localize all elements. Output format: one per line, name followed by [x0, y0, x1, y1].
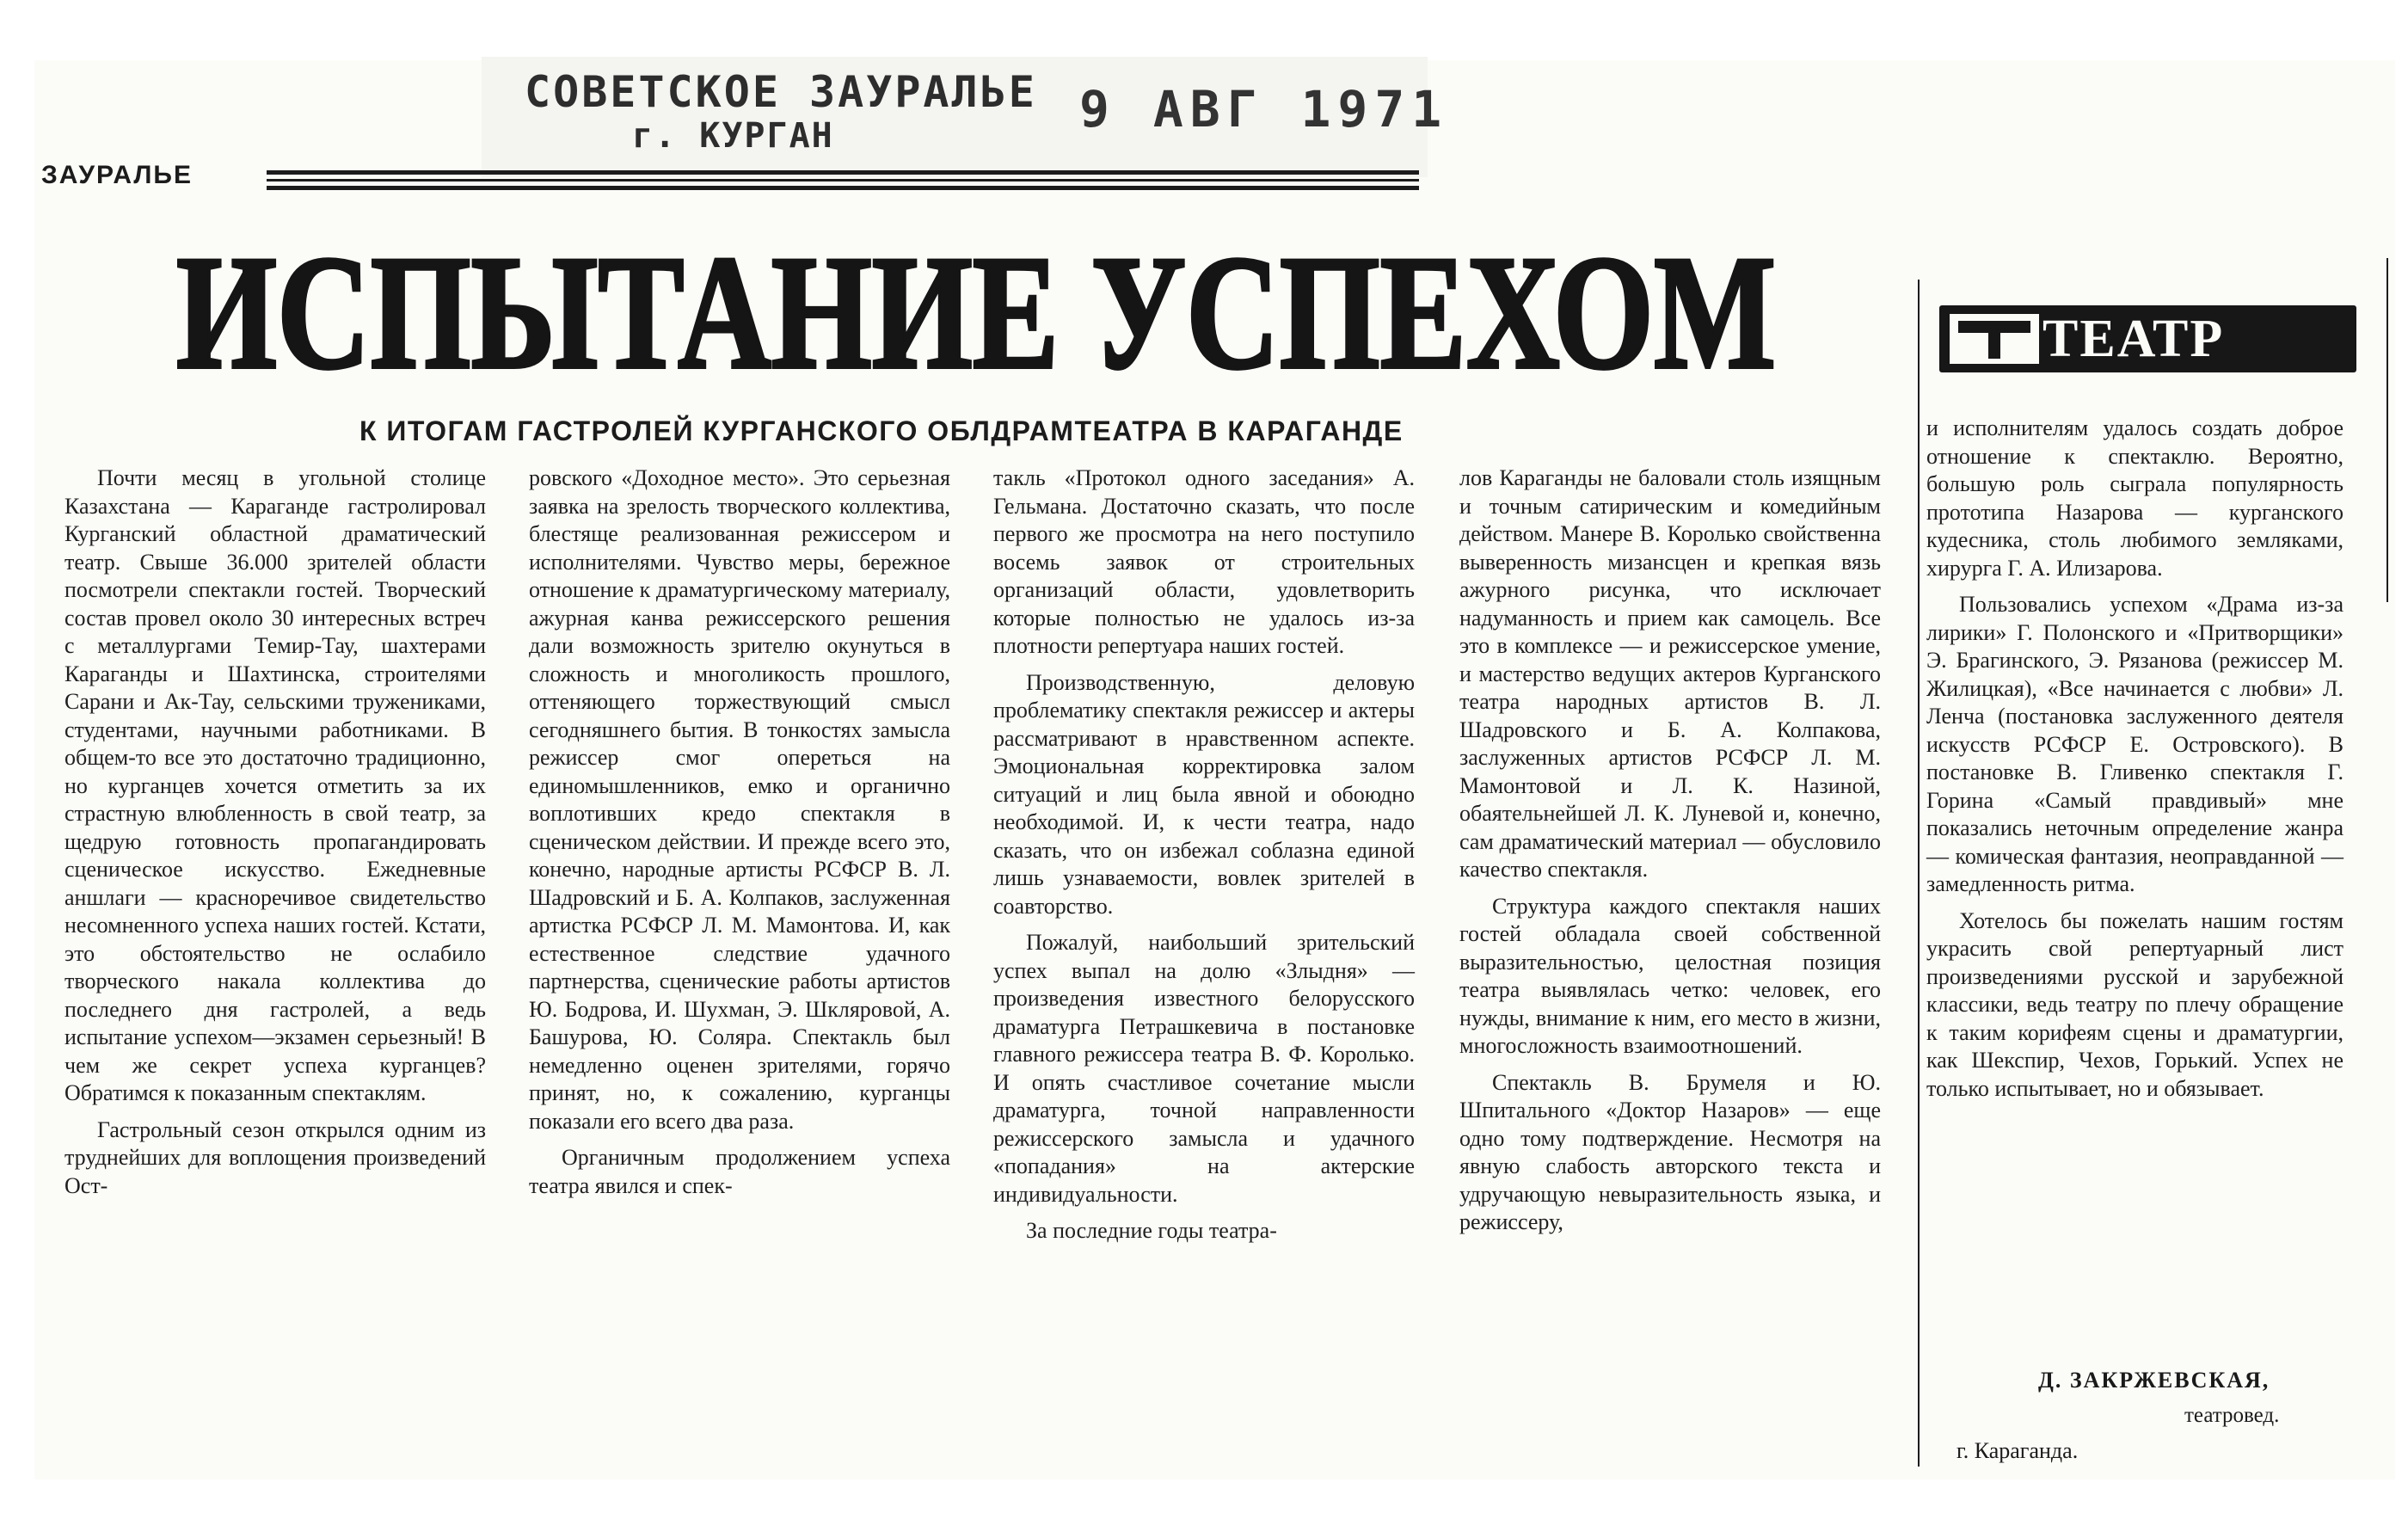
paragraph: Спектакль В. Брумеля и Ю. Шпитального «Доктор Назаров» — еще одно тому подтверждение. Несмотря на явную слабость авторского текста и удручающую невыразительность языка, и режиссеру,: [1459, 1069, 1881, 1234]
stamp-date: 9 АВГ 1971: [1079, 80, 1449, 138]
clipping-edge: [2386, 258, 2388, 602]
stamp-newspaper-name: СОВЕТСКОЕ ЗАУРАЛЬЕ: [525, 67, 1037, 117]
header-rule: [267, 186, 1419, 190]
article-column-2: [529, 464, 950, 1200]
article-column-5: [1926, 415, 2344, 1103]
rubric-t-glyph: [1950, 314, 2039, 364]
author-name: Д. ЗАКРЖЕВСКАЯ,: [2038, 1368, 2270, 1393]
header-rule: [267, 170, 1419, 175]
paragraph: ровского «Доходное место». Это серьезная заявка на зрелость творческого коллектива, блестяще реализованная режиссером и исполнителями. Чувство меры, бережное отношение к драматургическому материалу, ажурная канва режиссерского решения дали возможность зрителю окунуться в сложность и многоликость прошлого, оттеняющего торжествующий смысл сегодняшнего бытия. В тонкостях замысла режиссер смог опереться на единомышленников, емко и органично воплотивших кредо спектакля в сценическом действии. И прежде всего это, конечно, народные артисты РСФСР В. Л. Шадровский и Б. А. Колпаков, заслуженная артистка РСФСР Л. М. Мамонтова. И, как естественное следствие удачного партнерства, сценические работы артистов Ю. Бодрова, И. Шухман, Э. Шкляровой, А. Башурова, Ю. Соляра. Спектакль был немедленно оценен зрителями, горячо принят, но, к сожалению, курганцы показали его всего два раза.: [529, 465, 950, 1134]
paragraph: Пожалуй, наибольший зрительский успех выпал на долю «Злыдня» — произведения известного белорусского драматурга Петрашкевича в постановке главного режиссера театра В. Ф. Королько. И опять счастливое сочетание мысли драматурга, точной направленности режиссерского замысла и удачного «попадания» на актерские индивидуальности.: [993, 930, 1415, 1207]
headline: [168, 245, 1784, 391]
column-divider: [1918, 280, 1920, 1467]
paragraph: Структура каждого спектакля наших гостей обладала своей собственной выразительностью, целостная позиция театра выявлялась четко: человек, его нужды, внимание к ним, его место в жизни, многосложность взаимоотношений.: [1459, 893, 1881, 1058]
paragraph: и исполнителям удалось создать доброе отношение к спектаклю. Вероятно, большую роль сыграла популярность прототипа Назарова — курганского кудесника, столь любимого земляками, хирурга Г. А. Илизарова.: [1926, 415, 2344, 581]
rubric-badge: [1939, 305, 2356, 372]
rubric-label: ТЕАТР: [2042, 310, 2225, 368]
paragraph: За последние годы театра-: [1026, 1218, 1277, 1243]
paragraph: Органичным продолжением успеха театра явился и спек-: [529, 1145, 950, 1198]
paragraph: Почти месяц в угольной столице Казахстана — Караганде гастролировал Курганский областной драматический театр. Свыше 36.000 зрителей области посмотрели спектакли гостей. Творческий состав провел около 30 интересных встреч с металлургами Темир-Тау, шахтерами Караганды и Шахтинска, строителями Сарани и Ак-Тау, сельскими тружениками, студентами, научными работниками. В общем-то все это достаточно традиционно, но курганцев хочется отметить за их страстную влюбленность в свой театр, за щедрую готовность пропагандировать сценическое искусство. Ежедневные аншлаги — красноречивое свидетельство несомненного успеха наших гостей. Кстати, это обстоятельство не ослабило творческого накала коллектива до последнего дня гастролей, а ведь испытание успехом—экзамен серьезный! В чем же секрет успеха курганцев? Обратимся к показанным спектаклям.: [64, 465, 486, 1105]
article-column-1: [64, 464, 486, 1200]
header-rule: [267, 179, 1419, 181]
headline-text: ИСПЫТАНИЕ УСПЕХОМ: [176, 245, 1776, 391]
paragraph: Хотелось бы пожелать нашим гостям украсить свой репертуарный лист произведениями русской и зарубежной классики, ведь театру по плечу обращение к таким корифеям сцены и драматургии, как Шекспир, Чехов, Горький. Успех не только испытывает, но и обязывает.: [1926, 907, 2344, 1101]
paragraph: Пользовались успехом «Драма из-за лирики» Г. Полонского и «Притворщики» Э. Брагинского, Э. Рязанова (режиссер М. Жилицкая), «Все начинается с любви» Л. Ленча (постановка заслуженного деятеля искусств РСФСР Е. Островского). В постановке В. Гливенко спектакля Г. Горина «Самый правдивый» мне показались неточным определение жанра — комическая фантазия, неоправданной — замедленность ритма.: [1926, 592, 2344, 896]
author-city: г. Караганда.: [1956, 1438, 2079, 1463]
paragraph: Производственную, деловую проблематику спектакля режиссер и актеры рассматривают в нравственном аспекте. Эмоциональная корректировка залом ситуаций и лиц была явной и обоюдно необходимой. И, к чести театра, надо сказать, что он избежал соблазна единой лишь узнаваемости, вовлек зрителей в соавторство.: [993, 669, 1415, 919]
paper-name: ЗАУРАЛЬЕ: [41, 161, 194, 189]
paragraph: Гастрольный сезон открылся одним из труднейших для воплощения произведений Ост-: [64, 1116, 486, 1198]
article-column-3: [993, 464, 1415, 1245]
stamp-city: г. КУРГАН: [632, 116, 834, 156]
subheadline: К ИТОГАМ ГАСТРОЛЕЙ КУРГАНСКОГО ОБЛДРАМТЕАТРА В КАРАГАНДЕ: [359, 415, 1404, 446]
paragraph: лов Караганды не баловали столь изящным и точным сатирическим и комедийным действом. Манере В. Королько свойственна выверенность мизансцен и крепкая вязь ажурного рисунка, что исключает надуманность и прием как самоцель. Все это в комплексе — и режиссерское умение, и мастерство ведущих актеров Курганского театра народных артистов В. Л. Шадровского и Б. А. Колпакова, заслуженных артистов РСФСР Л. М. Мамонтовой и Л. К. Назиной, обаятельнейшей Л. К. Луневой и, конечно, сам драматический материал — обусловило качество спектакля.: [1459, 465, 1881, 882]
paragraph: такль «Протокол одного заседания» А. Гельмана. Достаточно сказать, что после первого же просмотра на него поступило восемь заявок от строительных организаций области, удовлетворить которые полностью не удалось из-за плотности репертуара наших гостей.: [993, 465, 1415, 658]
headline-svg: [168, 245, 1784, 391]
article-column-4: [1459, 464, 1881, 1237]
author-role: театровед.: [2184, 1404, 2280, 1427]
